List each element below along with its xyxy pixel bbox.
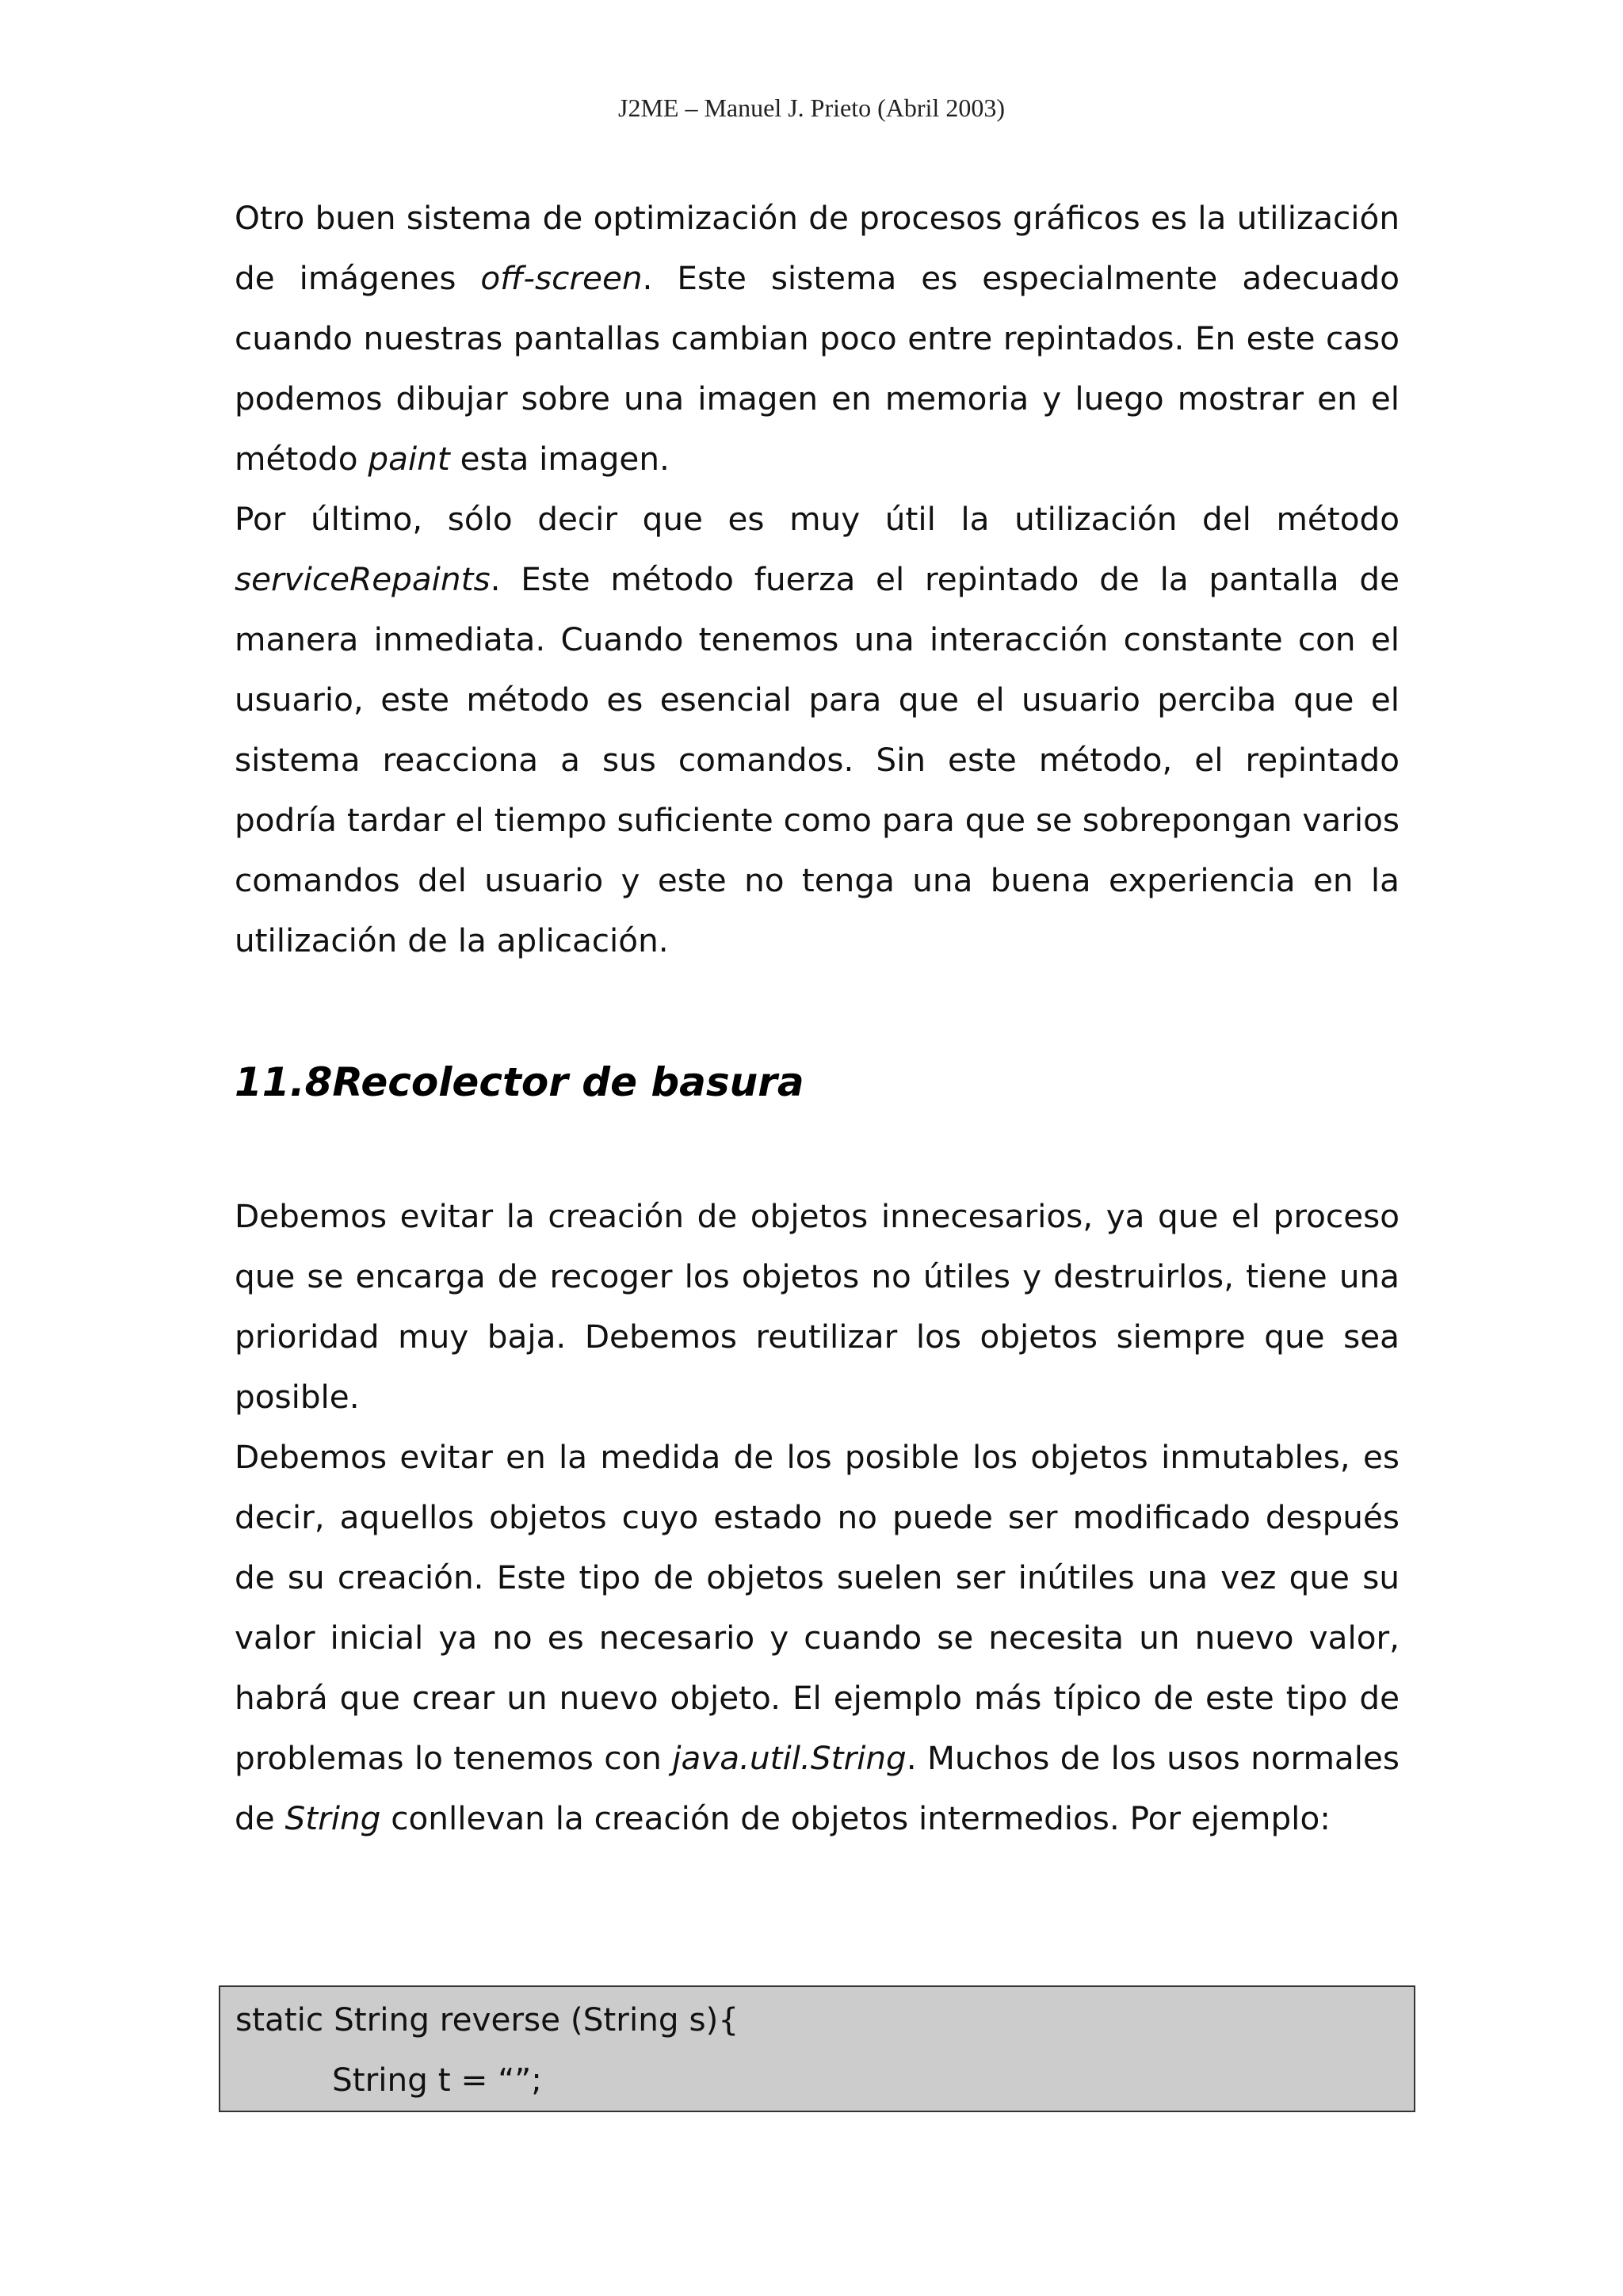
paragraph-text: . Este método fuerza el repintado de la pantalla de manera inmediata. Cuando tenemos una interacción constante con el usuario, este método es esencial para que el usuario perciba que el sistema reacciona a sus comandos. Sin este método, el repintado podría tardar el tiempo suficiente como para que se sobrepongan varios comandos del usuario y este no tenga una buena experiencia en la utilización de la aplicación. [235, 560, 1400, 959]
code-block [219, 1985, 1415, 2112]
paragraph [235, 1427, 1400, 1848]
paragraphs-bottom [235, 1186, 1400, 1848]
paragraph-text: Otro buen sistema de optimización de procesos gráficos es la utilización de imágenes [235, 199, 1400, 297]
paragraph-text: Por último, sólo decir que es muy útil la utilización del método [235, 500, 1400, 538]
heading-spacer [235, 1112, 1400, 1186]
paragraph-text: conllevan la creación de objetos intermedios. Por ejemplo: [380, 1799, 1331, 1837]
paragraphs-top [235, 188, 1400, 971]
italic-term: java.util.String [672, 1739, 907, 1777]
italic-term: paint [368, 440, 450, 478]
paragraph-text: . Muchos de los usos normales de [235, 1739, 1400, 1837]
italic-term: off-screen [480, 259, 643, 297]
paragraph-text: Debemos evitar la creación de objetos innecesarios, ya que el proceso que se encarga de recoger los objetos no útiles y destruirlos, tiene una prioridad muy baja. Debemos reutilizar los objetos siempre que sea posible. [235, 1197, 1400, 1416]
paragraph [235, 188, 1400, 489]
italic-term: String [285, 1799, 381, 1837]
document-body [235, 188, 1400, 1848]
section-heading: 11.8Recolector de basura [235, 1059, 804, 1105]
paragraph [235, 489, 1400, 971]
paragraph-text: Debemos evitar en la medida de los posible los objetos inmutables, es decir, aquellos objetos cuyo estado no puede ser modificado después de su creación. Este tipo de objetos suelen ser inútiles una vez que su valor inicial ya no es necesario y cuando se necesita un nuevo valor, habrá que crear un nuevo objeto. El ejemplo más típico de este tipo de problemas lo tenemos con [235, 1438, 1400, 1777]
code-line: static String reverse (String s){ [235, 2000, 739, 2039]
paragraph-text: . Este sistema es especialmente adecuado cuando nuestras pantallas cambian poco entre repintados. En este caso podemos dibujar sobre una imagen en memoria y luego mostrar en el método [235, 259, 1400, 478]
code-line: String t = “”; [332, 2061, 542, 2099]
italic-term: serviceRepaints [235, 560, 491, 598]
paragraph [235, 1186, 1400, 1427]
page-header: J2ME – Manuel J. Prieto (Abril 2003) [618, 93, 1005, 122]
paragraph-text: esta imagen. [449, 440, 670, 478]
